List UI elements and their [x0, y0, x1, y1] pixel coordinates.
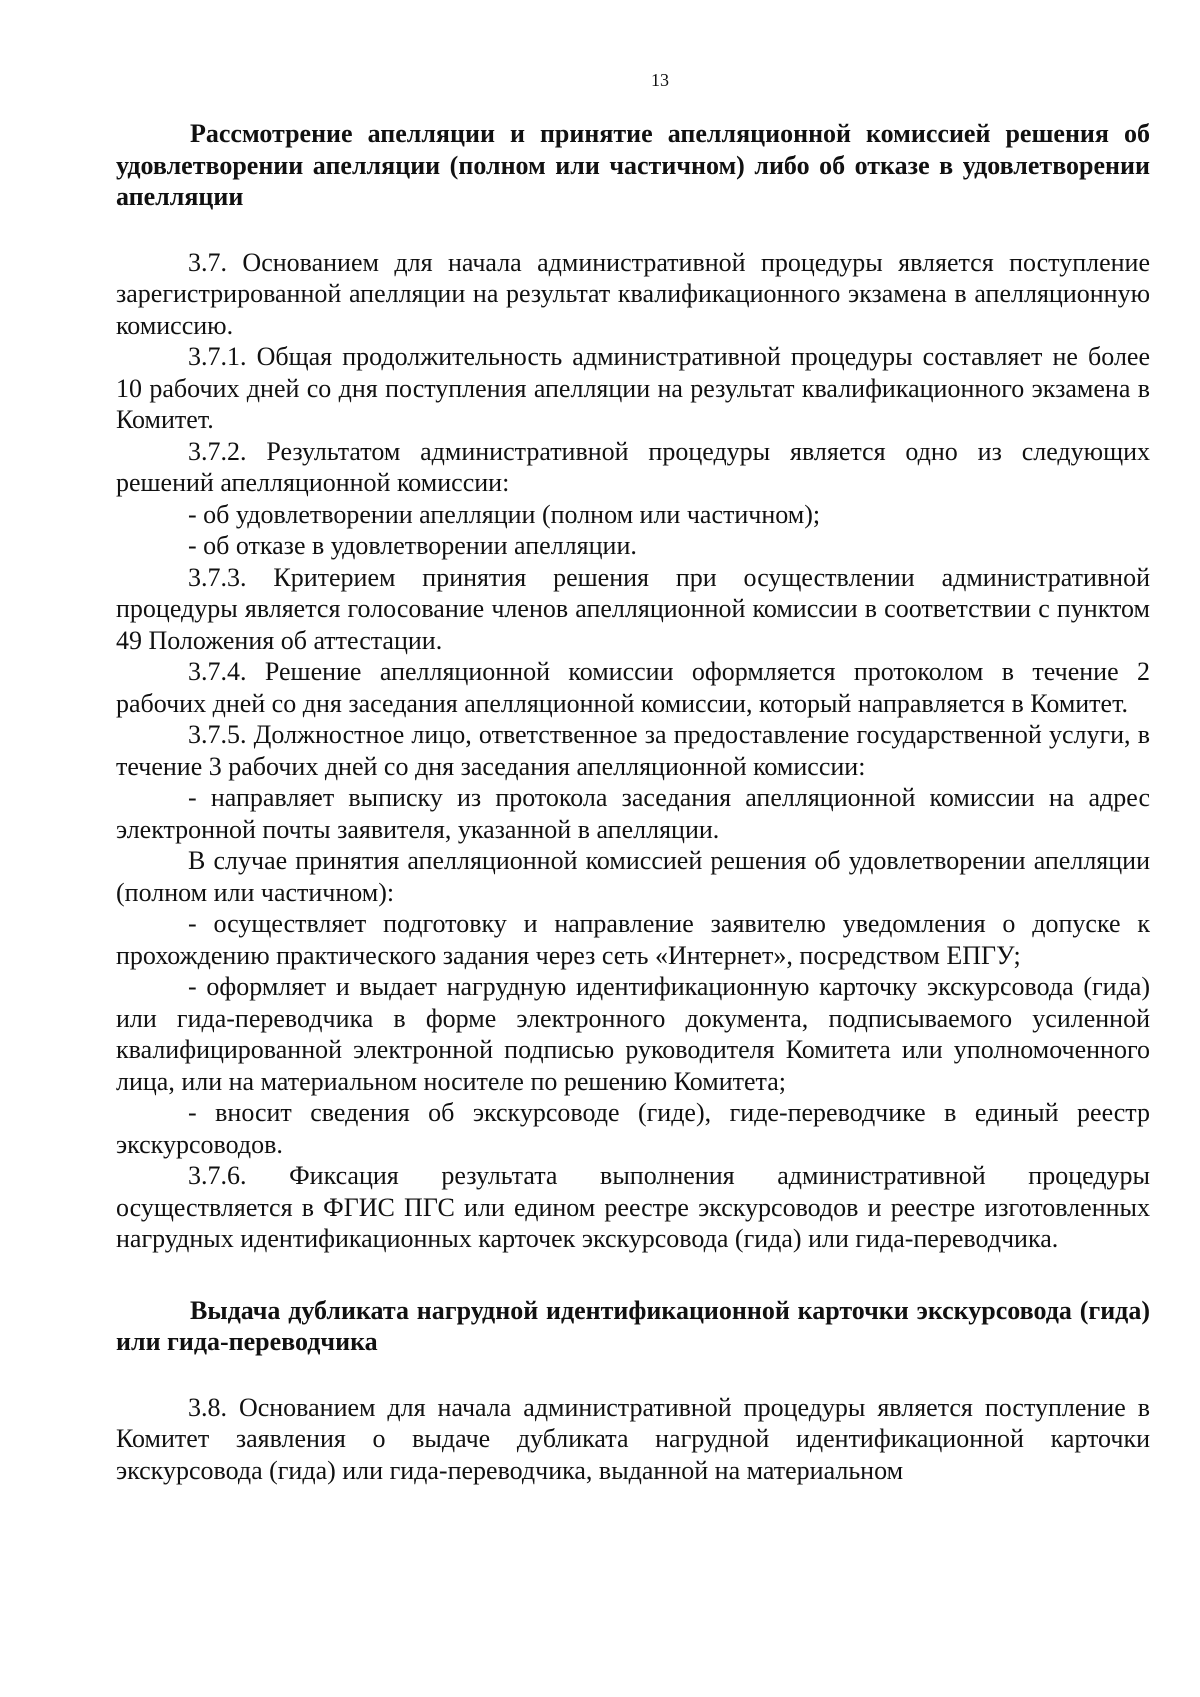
paragraph: В случае принятия апелляционной комиссией решения об удовлетворении апелляции (полном или частичном):: [116, 846, 1150, 907]
list-item: - оформляет и выдает нагрудную идентификационную карточку экскурсовода (гида) или гида-переводчика в форме электронного документа, подписываемого усиленной квалифицированной электронной подписью руководителя Комитета или уполномоченного лица, или на материальном носителе по решению Комитета;: [116, 972, 1150, 1096]
section-heading-duplicate: Выдача дубликата нагрудной идентификационной карточки экскурсовода (гида) или гида-переводчика: [116, 1295, 1150, 1356]
paragraph: 3.7.5. Должностное лицо, ответственное за предоставление государственной услуги, в течение 3 рабочих дней со дня заседания апелляционной комиссии:: [116, 720, 1150, 781]
paragraph: 3.8. Основанием для начала административной процедуры является поступление в Комитет заявления о выдаче дубликата нагрудной идентификационной карточки экскурсовода (гида) или гида-переводчика, выданной на материальном: [116, 1392, 1150, 1485]
paragraph: 3.7. Основанием для начала административной процедуры является поступление зарегистрированной апелляции на результат квалификационного экзамена в апелляционную комиссию.: [116, 247, 1150, 340]
paragraph: 3.7.3. Критерием принятия решения при осуществлении административной процедуры является голосование членов апелляционной комиссии в соответствии с пунктом 49 Положения об аттестации.: [116, 562, 1150, 655]
section-heading-appeal: Рассмотрение апелляции и принятие апелляционной комиссией решения об удовлетворении апелляции (полном или частичном) либо об отказе в удовлетворении апелляции: [116, 119, 1150, 211]
spacer: [116, 1255, 1150, 1295]
paragraph: 3.7.6. Фиксация результата выполнения административной процедуры осуществляется в ФГИС ПГС или едином реестре экскурсоводов и реестре изготовленных нагрудных идентификационных карточек экскурсовода (гида) или гида-переводчика.: [116, 1161, 1150, 1253]
page-number: 13: [651, 70, 669, 90]
document-body: [116, 118, 1150, 1486]
list-item: - вносит сведения об экскурсоводе (гиде), гиде-переводчике в единый реестр экскурсоводов.: [116, 1098, 1150, 1159]
paragraph: 3.7.1. Общая продолжительность административной процедуры составляет не более 10 рабочих дней со дня поступления апелляции на результат квалификационного экзамена в Комитет.: [116, 342, 1150, 434]
spacer: [116, 1358, 1150, 1392]
paragraph: 3.7.4. Решение апелляционной комиссии оформляется протоколом в течение 2 рабочих дней со дня заседания апелляционной комиссии, который направляется в Комитет.: [116, 657, 1150, 718]
paragraph: 3.7.2. Результатом административной процедуры является одно из следующих решений апелляционной комиссии:: [116, 436, 1150, 497]
list-item: - об удовлетворении апелляции (полном или частичном);: [188, 499, 821, 529]
spacer: [116, 213, 1150, 247]
list-item: - осуществляет подготовку и направление заявителю уведомления о допуске к прохождению практического задания через сеть «Интернет», посредством ЕПГУ;: [116, 909, 1150, 970]
list-item: - направляет выписку из протокола заседания апелляционной комиссии на адрес электронной почты заявителя, указанной в апелляции.: [116, 783, 1150, 844]
list-item: - об отказе в удовлетворении апелляции.: [188, 531, 637, 560]
